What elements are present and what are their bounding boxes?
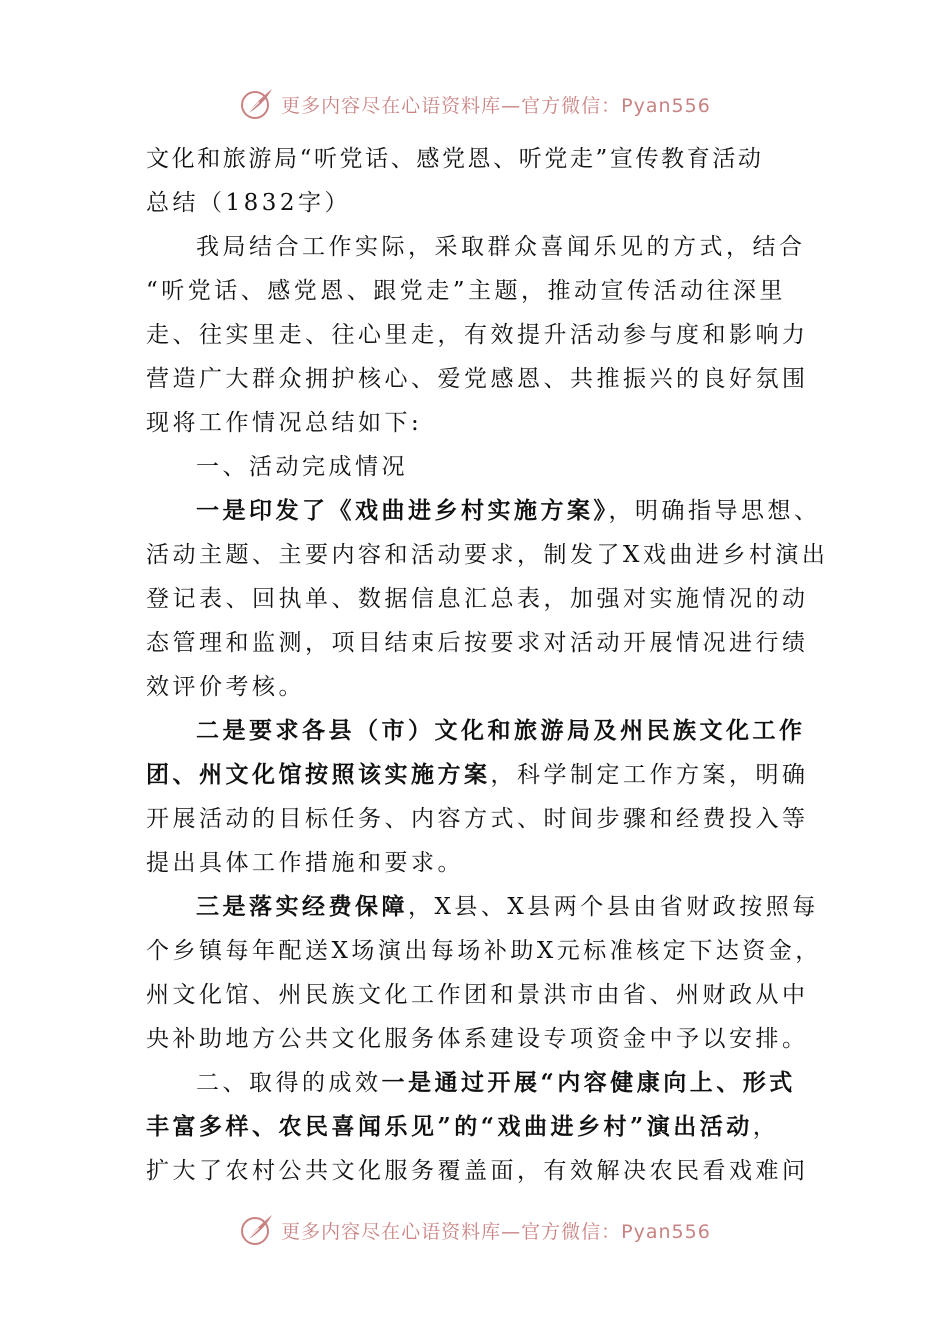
- text-line: 二是要求各县（市）文化和旅游局及州民族文化工作: [196, 717, 806, 744]
- text-line: 态管理和监测，项目结束后按要求对活动开展情况进行绩: [146, 630, 809, 656]
- bold-lead: 一是通过开展“内容健康向上、形式: [381, 1069, 796, 1096]
- bold-lead: 团、州文化馆按照该实施方案: [146, 761, 491, 788]
- section-heading-1: 一、活动完成情况: [196, 454, 408, 480]
- text-line: 活动主题、主要内容和活动要求，制发了X戏曲进乡村演出: [146, 542, 829, 568]
- text-line: [146, 1061, 810, 1105]
- bold-lead: 丰富多样、农民喜闻乐见”的“戏曲进乡村”演出活动: [146, 1113, 753, 1140]
- text-line: 个乡镇每年配送X场演出每场补助X元标准核定下达资金，: [146, 938, 822, 964]
- intro-paragraph: [146, 225, 810, 445]
- footer-watermark-banner: [0, 1210, 950, 1250]
- paragraph-third-point: [146, 885, 822, 1061]
- text-line: 现将工作情况总结如下:: [146, 410, 423, 436]
- text-run: ，X县、X县两个县由省财政按照每: [408, 894, 819, 920]
- quill-logo-icon: [239, 1212, 275, 1248]
- watermark-text: 更多内容尽在心语资料库—官方微信：Pyan556: [281, 94, 711, 117]
- text-line: 央补助地方公共文化服务体系建设专项资金中予以安排。: [146, 1026, 809, 1052]
- text-line: [146, 489, 821, 533]
- text-line: 我局结合工作实际，采取群众喜闻乐见的方式，结合: [196, 234, 806, 260]
- text-line: [146, 753, 810, 797]
- text-line: 登记表、回执单、数据信息汇总表，加强对实施情况的动: [146, 586, 809, 612]
- text-line: 州文化馆、州民族文化工作团和景洪市由省、州财政从中: [146, 982, 809, 1008]
- bold-lead: 三是落实经费保障: [196, 893, 408, 920]
- text-run: ，明确指导思想、: [608, 498, 821, 524]
- section-heading-2: 二、取得的成效: [196, 1070, 382, 1096]
- paragraph-first-point: [146, 489, 829, 709]
- document-title: 文化和旅游局“听党话、感党恩、听党走”宣传教育活动: [146, 146, 764, 172]
- header-watermark-banner: [0, 84, 950, 124]
- text-line: [146, 1105, 810, 1149]
- text-run: ，: [752, 1114, 780, 1140]
- text-line: 提出具体工作措施和要求。: [146, 850, 464, 876]
- document-body: [146, 137, 829, 1193]
- text-run: ，科学制定工作方案，明确: [490, 762, 809, 788]
- paragraph-results: [146, 1061, 810, 1193]
- bold-lead: 一是印发了《戏曲进乡村实施方案》: [196, 497, 609, 524]
- paragraph-second-point: [146, 709, 810, 885]
- quill-logo-icon: [239, 86, 275, 122]
- text-line: 扩大了农村公共文化服务覆盖面，有效解决农民看戏难问: [146, 1158, 809, 1184]
- text-line: 走、往实里走、往心里走，有效提升活动参与度和影响力: [146, 322, 809, 348]
- text-line: “听党话、感党恩、跟党走”主题，推动宣传活动往深里: [146, 278, 787, 304]
- document-title-line2: 总结（1832字）: [146, 190, 352, 216]
- text-line: 营造广大群众拥护核心、爱党感恩、共推振兴的良好氛围: [146, 366, 809, 392]
- text-line: 效评价考核。: [146, 674, 305, 700]
- watermark-text: 更多内容尽在心语资料库—官方微信：Pyan556: [281, 1220, 711, 1243]
- text-line: [146, 885, 819, 929]
- text-line: 开展活动的目标任务、内容方式、时间步骤和经费投入等: [146, 806, 809, 832]
